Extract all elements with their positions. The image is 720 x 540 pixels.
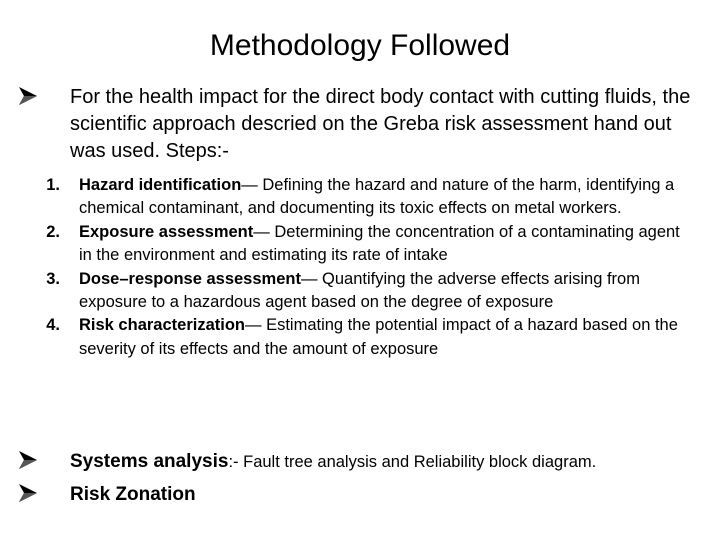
step-text: — Defining the hazard and nature of the harm, identifying a chemical contaminant, and documenting its toxic effects on metal workers. (79, 176, 675, 218)
step-term: Hazard identification (79, 176, 242, 194)
step-number: 4. (46, 316, 60, 335)
step-text: — Estimating the potential impact of a hazard based on the severity of its effects and the amount of exposure (79, 316, 678, 358)
arrow-bullet-icon (18, 86, 38, 106)
step-text: — Quantifying the adverse effects arising from exposure to a hazardous agent based on the degree of exposure (79, 269, 640, 312)
steps-list (0, 174, 700, 361)
systems-analysis-term: Systems analysis (70, 451, 229, 472)
risk-zonation-term: Risk Zonation (70, 484, 196, 505)
step-number: 2. (46, 222, 60, 241)
step-term: Dose–response assessment (79, 269, 301, 288)
slide-title: Methodology Followed (209, 29, 511, 62)
step-number: 1. (46, 176, 60, 194)
intro-text: For the health impact for the direct body contact with cutting fluids, the scientific approach descried on the Greba risk assessment hand out was used. Steps:- (70, 86, 691, 162)
step-term: Risk characterization (79, 316, 245, 335)
risk-zonation-text (70, 481, 698, 508)
step-text: — Determining the concentration of a contaminating agent in the environment and estimating its rate of intake (79, 222, 680, 265)
systems-analysis-text (70, 448, 698, 476)
arrow-bullet-icon (18, 450, 38, 470)
list-item (0, 314, 700, 361)
step-term: Exposure assessment (79, 222, 254, 241)
systems-analysis-desc: :- Fault tree analysis and Reliability block diagram. (228, 453, 597, 471)
risk-zonation-bullet (18, 481, 698, 508)
arrow-bullet-icon (18, 483, 38, 503)
systems-analysis-bullet (18, 448, 698, 476)
list-item (0, 268, 700, 315)
intro-bullet (18, 84, 698, 165)
step-number: 3. (46, 269, 60, 288)
list-item (0, 221, 700, 268)
list-item (0, 174, 700, 221)
